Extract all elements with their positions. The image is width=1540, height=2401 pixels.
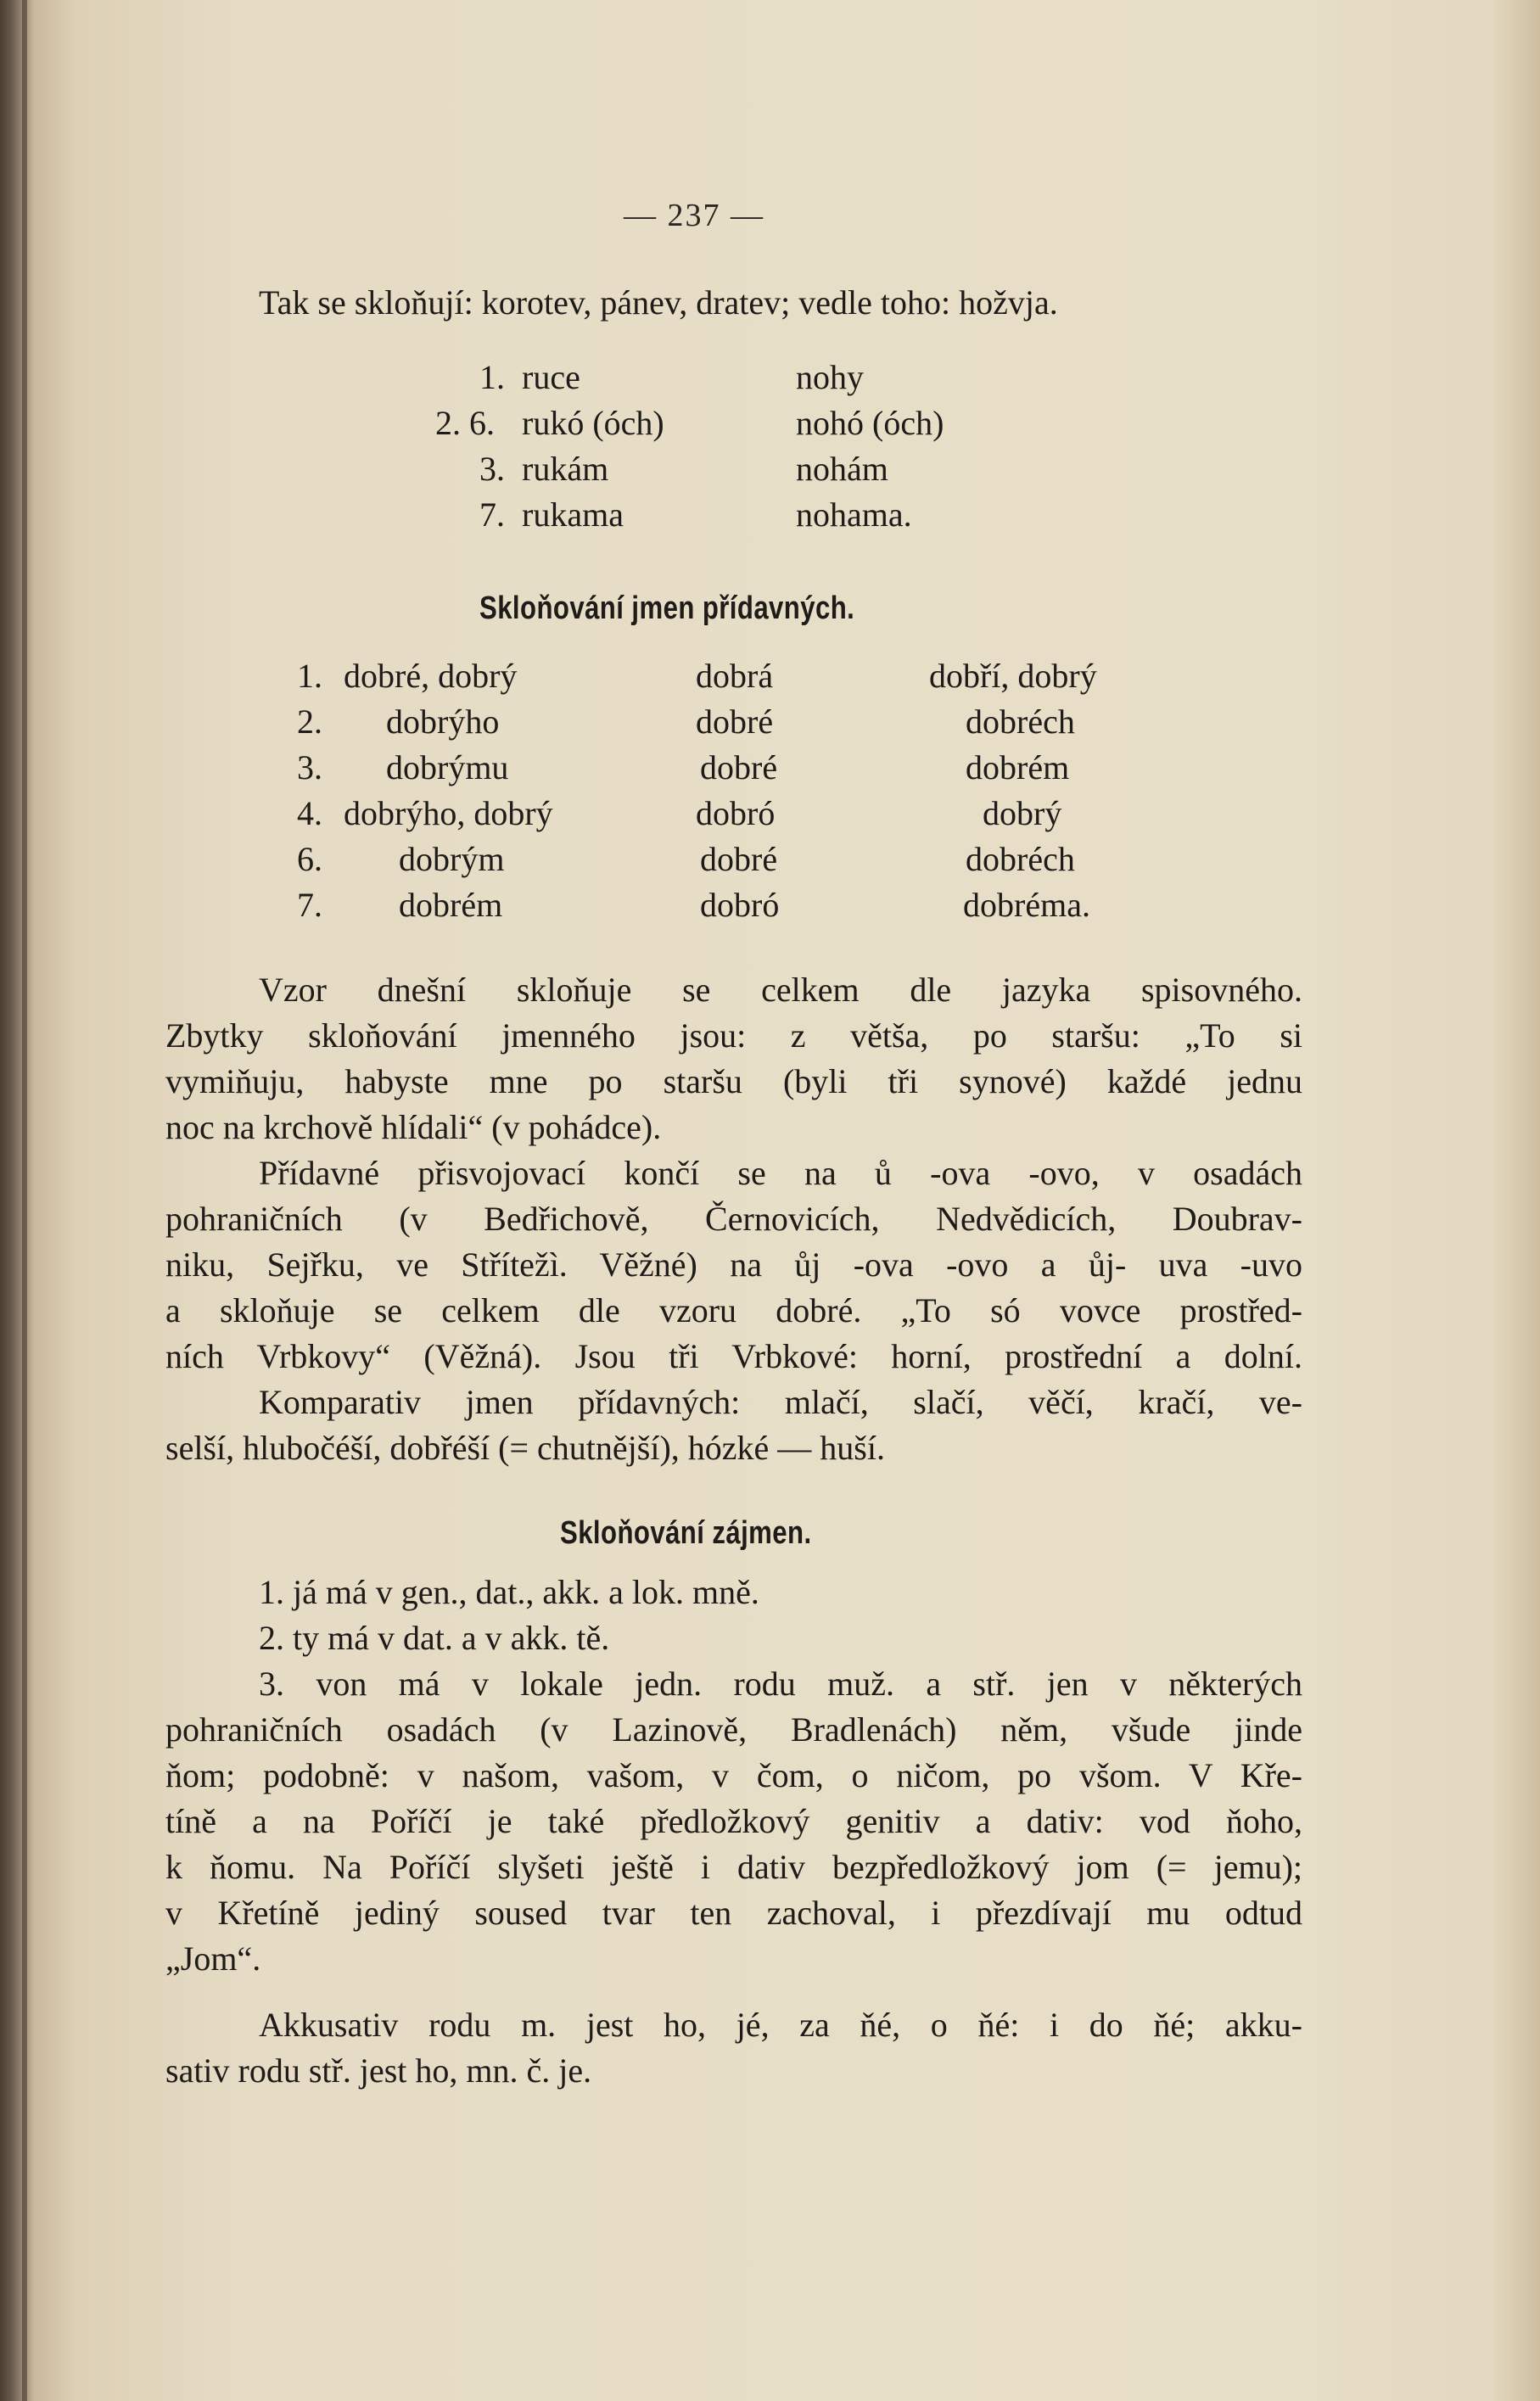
table2-cell: dobrýho xyxy=(386,702,500,741)
table2-cell: dobró xyxy=(700,886,780,924)
table1-cell: rukám xyxy=(522,450,609,488)
text-line: Přídavné přisvojovací končí se na ů -ova -ovo, v osadách xyxy=(259,1154,1302,1192)
page-number: — 237 — xyxy=(624,198,764,233)
table2-cell: dobré xyxy=(700,840,778,878)
text-line: ňom; podobně: v našom, vašom, v čom, o ničom, po všom. V Kře- xyxy=(165,1756,1302,1794)
text-line: sativ rodu stř. jest ho, mn. č. je. xyxy=(165,2051,592,2090)
table2-row-num: 6. xyxy=(297,840,322,878)
table2-cell: dobrýho, dobrý xyxy=(344,794,553,832)
table2-cell: dobréma. xyxy=(963,886,1090,924)
table2-cell: dobří, dobrý xyxy=(929,657,1097,695)
text-line: ních Vrbkovy“ (Věžná). Jsou tři Vrbkové: horní, prostřední a dolní. xyxy=(165,1337,1302,1375)
text-line: noc na krchově hlídali“ (v pohádce). xyxy=(165,1108,662,1146)
table1-cell: ruce xyxy=(522,358,580,396)
table1-cell: rukama xyxy=(522,495,624,534)
table2-cell: dobré, dobrý xyxy=(344,657,518,695)
text-line: „Jom“. xyxy=(165,1939,261,1978)
table1-cell: nohám xyxy=(796,450,888,488)
text-line: 2. ty má v dat. a v akk. tě. xyxy=(259,1619,610,1657)
table2-cell: dobrém xyxy=(966,748,1070,786)
table2-row-num: 2. xyxy=(297,702,322,741)
book-spine-shadow xyxy=(22,0,27,2401)
table1-cell: rukó (óch) xyxy=(522,404,664,442)
text-line: Komparativ jmen přídavných: mlačí, slačí, věčí, kračí, ve- xyxy=(259,1383,1302,1421)
text-line: vymiňuju, habyste mne po staršu (byli tři synové) každé jednu xyxy=(165,1062,1302,1100)
text-line: pohraničních osadách (v Lazinově, Bradlenách) něm, všude jinde xyxy=(165,1710,1302,1749)
text-line: Akkusativ rodu m. jest ho, jé, za ňé, o ňé: i do ňé; akku- xyxy=(259,2006,1302,2044)
text-line: tíně a na Poříčí je také předložkový genitiv a dativ: vod ňoho, xyxy=(165,1802,1302,1840)
text-line: 3. von má v lokale jedn. rodu muž. a stř. jen v některých xyxy=(259,1665,1302,1703)
table2-cell: dobrýmu xyxy=(386,748,509,786)
table2-row-num: 3. xyxy=(297,748,322,786)
table2-cell: dobré xyxy=(696,702,774,741)
text-line: 1. já má v gen., dat., akk. a lok. mně. xyxy=(259,1573,759,1611)
text-line: pohraničních (v Bedřichově, Černovicích, Nedvědicích, Doubrav- xyxy=(165,1200,1302,1238)
table1-row-num: 7. xyxy=(479,495,505,534)
text-line: Vzor dnešní skloňuje se celkem dle jazyka spisovného. xyxy=(259,971,1302,1009)
table2-cell: dobrý xyxy=(983,794,1062,832)
table1-cell: nohó (óch) xyxy=(796,404,944,442)
table2-cell: dobréch xyxy=(966,840,1075,878)
table1-cell: nohama. xyxy=(796,495,912,534)
text-line: selší, hlubočéší, dobřéší (= chutnější), hózké — huší. xyxy=(165,1429,885,1467)
table2-cell: dobréch xyxy=(966,702,1075,741)
heading-adjectives: Skloňování jmen přídavných. xyxy=(479,590,855,626)
table1-row-num: 1. xyxy=(479,358,505,396)
text-line: Zbytky skloňování jmenného jsou: z větša, po staršu: „To si xyxy=(165,1016,1302,1055)
table2-row-num: 4. xyxy=(297,794,322,832)
heading-pronouns: Skloňování zájmen. xyxy=(560,1515,812,1551)
table2-cell: dobré xyxy=(700,748,778,786)
table1-row-num: 3. xyxy=(479,450,505,488)
table2-row-num: 1. xyxy=(297,657,322,695)
text-line: v Křetíně jediný soused tvar ten zachoval, i přezdívají mu odtud xyxy=(165,1894,1302,1932)
table2-cell: dobró xyxy=(696,794,776,832)
table2-row-num: 7. xyxy=(297,886,322,924)
table2-cell: dobrá xyxy=(696,657,774,695)
table2-cell: dobrém xyxy=(399,886,503,924)
text-line: a skloňuje se celkem dle vzoru dobré. „To só vovce prostřed- xyxy=(165,1291,1302,1329)
table1-row-num: 2. 6. xyxy=(435,404,495,442)
intro-line: Tak se skloňují: korotev, pánev, dratev; vedle toho: hožvja. xyxy=(259,283,1058,322)
text-line: niku, Sejřku, ve Střítežì. Věžné) na ůj -ova -ovo a ůj- uva -uvo xyxy=(165,1245,1302,1284)
text-line: k ňomu. Na Poříčí slyšeti ještě i dativ bezpředložkový jom (= jemu); xyxy=(165,1848,1302,1886)
table2-cell: dobrým xyxy=(399,840,505,878)
table1-cell: nohy xyxy=(796,358,864,396)
